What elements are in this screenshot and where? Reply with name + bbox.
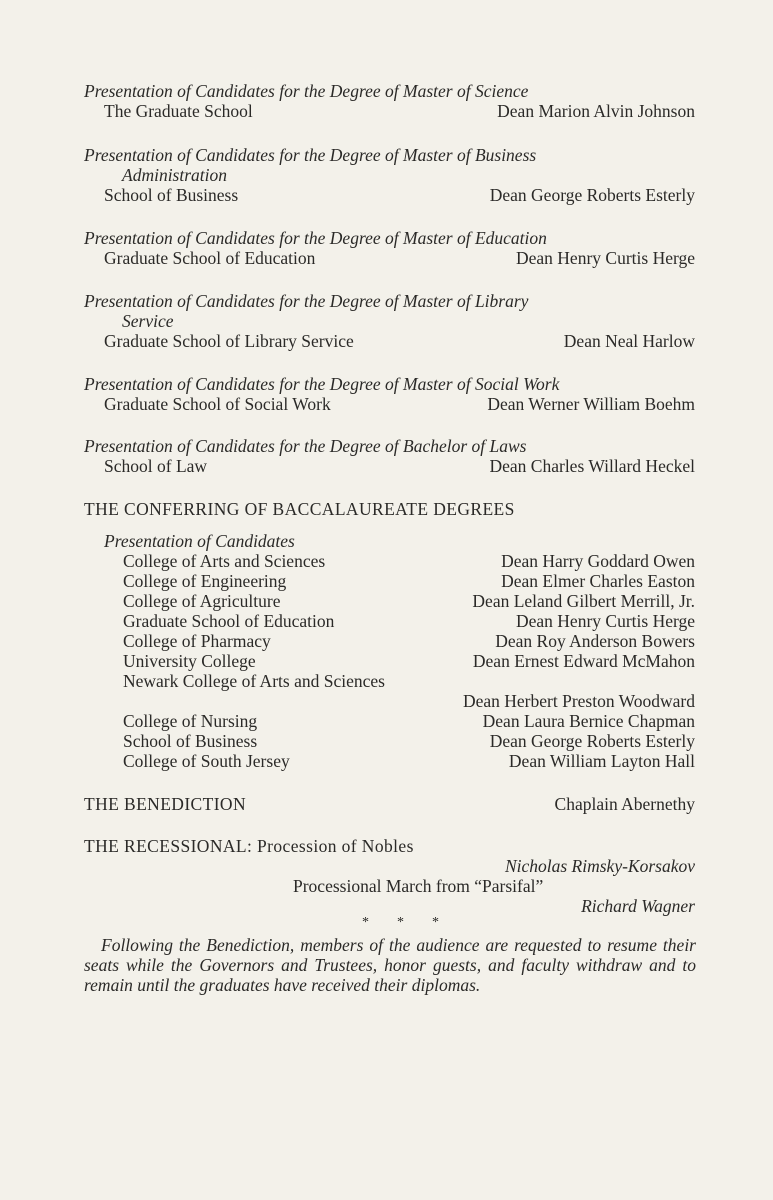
bacc-school-2: College of Engineering	[123, 571, 287, 591]
llb-school: School of Law	[104, 456, 208, 476]
mls-heading-line1: Presentation of Candidates for the Degree of Master of Library	[84, 291, 529, 311]
ms-heading: Presentation of Candidates for the Degree of Master of Science	[84, 81, 529, 101]
mls-heading-line2: Service	[122, 311, 174, 331]
bacc-dean-9: Dean George Roberts Esterly	[489, 731, 695, 751]
baccalaureate-title: THE CONFERRING OF BACCALAUREATE DEGREES	[84, 499, 515, 519]
recessional-composer-1: Nicholas Rimsky-Korsakov	[504, 856, 695, 876]
msw-school: Graduate School of Social Work	[104, 394, 331, 414]
med-school: Graduate School of Education	[104, 248, 316, 268]
mba-heading-line1: Presentation of Candidates for the Degree of Master of Business	[84, 145, 537, 165]
bacc-school-9: School of Business	[123, 731, 258, 751]
med-dean: Dean Henry Curtis Herge	[516, 248, 695, 268]
bacc-dean-2: Dean Elmer Charles Easton	[501, 571, 695, 591]
recessional-title: THE RECESSIONAL: Procession of Nobles	[84, 836, 414, 856]
bacc-dean-3: Dean Leland Gilbert Merrill, Jr.	[472, 591, 695, 611]
ms-school: The Graduate School	[104, 101, 253, 121]
bacc-school-10: College of South Jersey	[123, 751, 290, 771]
msw-heading: Presentation of Candidates for the Degree of Master of Social Work	[84, 374, 560, 394]
bacc-dean-1: Dean Harry Goddard Owen	[501, 551, 695, 571]
benediction-title: THE BENEDICTION	[84, 794, 247, 814]
llb-dean: Dean Charles Willard Heckel	[489, 456, 695, 476]
bacc-school-1: College of Arts and Sciences	[123, 551, 326, 571]
msw-dean: Dean Werner William Boehm	[487, 394, 695, 414]
ornament-asterisks: * * *	[362, 915, 439, 930]
ms-dean: Dean Marion Alvin Johnson	[497, 101, 695, 121]
bacc-school-4: Graduate School of Education	[123, 611, 335, 631]
baccalaureate-subtitle: Presentation of Candidates	[104, 531, 295, 551]
mba-heading-line2: Administration	[122, 165, 228, 185]
recessional-piece-2: Processional March from “Parsifal”	[293, 876, 544, 896]
mls-dean: Dean Neal Harlow	[563, 331, 695, 351]
bacc-school-8: College of Nursing	[123, 711, 258, 731]
med-heading: Presentation of Candidates for the Degree of Master of Education	[84, 228, 547, 248]
benediction-officiant: Chaplain Abernethy	[554, 794, 695, 814]
bacc-dean-4: Dean Henry Curtis Herge	[516, 611, 695, 631]
mls-school: Graduate School of Library Service	[104, 331, 354, 351]
bacc-school-7: Newark College of Arts and Sciences	[123, 671, 385, 691]
llb-heading: Presentation of Candidates for the Degree of Bachelor of Laws	[84, 436, 527, 456]
bacc-dean-10: Dean William Layton Hall	[508, 751, 695, 771]
bacc-dean-6: Dean Ernest Edward McMahon	[472, 651, 695, 671]
bacc-dean-7: Dean Herbert Preston Woodward	[462, 691, 695, 711]
bacc-dean-5: Dean Roy Anderson Bowers	[495, 631, 695, 651]
bacc-school-3: College of Agriculture	[123, 591, 281, 611]
audience-notice: Following the Benediction, members of the audience are requested to resume their seats while the Governors and Trustees, honor guests, and faculty withdraw and to remain until the graduates have received their diplomas.	[84, 935, 696, 995]
bacc-school-6: University College	[123, 651, 256, 671]
bacc-dean-8: Dean Laura Bernice Chapman	[482, 711, 695, 731]
bacc-school-5: College of Pharmacy	[123, 631, 271, 651]
mba-dean: Dean George Roberts Esterly	[489, 185, 695, 205]
mba-school: School of Business	[104, 185, 239, 205]
recessional-composer-2: Richard Wagner	[581, 896, 695, 916]
